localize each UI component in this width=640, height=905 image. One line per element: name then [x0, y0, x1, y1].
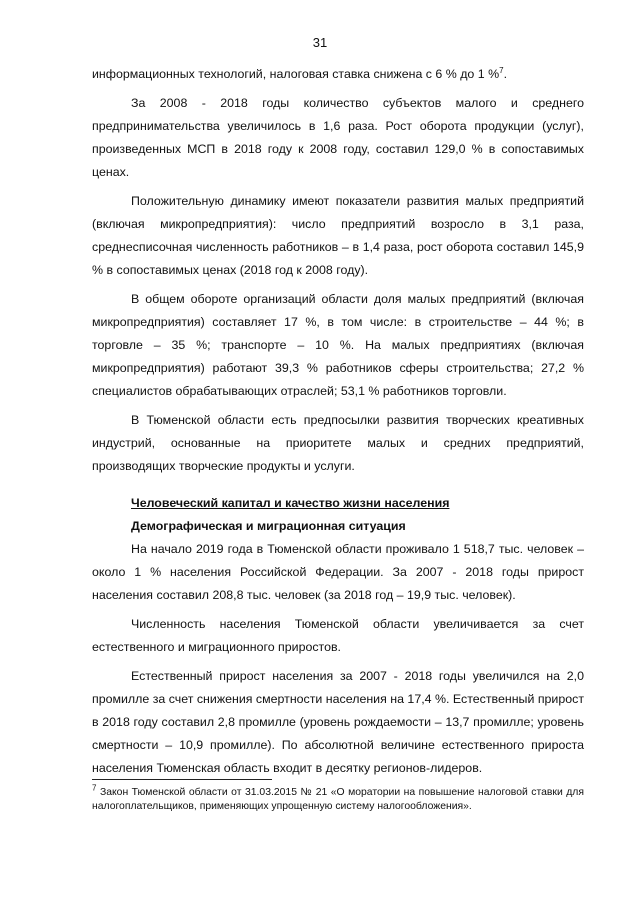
paragraph-population-growth-sources: Численность населения Тюменской области увеличивается за счет естественного и миграционного приростов.	[92, 617, 584, 654]
subsection-heading: Демографическая и миграционная ситуация	[131, 519, 406, 533]
page-number: 31	[312, 35, 328, 50]
footnote-text: Закон Тюменской области от 31.03.2015 № 21 «О моратории на повышение налоговой ставки для налогоплательщиков, применяющих упрощенную систему налогообложения».	[92, 787, 584, 812]
footnote-separator	[92, 779, 272, 780]
paragraph-small-business-dynamics: Положительную динамику имеют показатели развития малых предприятий (включая микропредприятия): число предприятий возросло в 3,1 раза, среднесписочная численность работников – в 1,4 раза, рост оборота составил 145,9 % в сопоставимых ценах (2018 год к 2008 году).	[92, 194, 584, 277]
paragraph-continuation	[92, 63, 584, 86]
paragraph-population: На начало 2019 года в Тюменской области проживало 1 518,7 тыс. человек – около 1 % населения Российской Федерации. За 2007 - 2018 годы прирост населения составил 208,8 тыс. человек (за 2018 год – 19,9 тыс. человек).	[92, 542, 584, 602]
paragraph-text: информационных технологий, налоговая ставка снижена с 6 % до 1 %	[92, 67, 500, 81]
footnote	[92, 783, 584, 814]
paragraph-text-end: .	[503, 67, 508, 81]
paragraph-creative-industries: В Тюменской области есть предпосылки развития творческих креативных индустрий, основанные на приоритете малых и средних предприятий, производящих творческие продукты и услуги.	[92, 413, 584, 473]
page-body	[92, 63, 584, 780]
paragraph-natural-increase: Естественный прирост населения за 2007 - 2018 годы увеличился на 2,0 промилле за счет снижения смертности населения на 17,4 %. Естественный прирост в 2018 году составил 2,8 промилле (уровень рождаемости – 13,7 промилле; уровень смертности – 10,9 промилле). По абсолютной величине естественного прироста населения Тюменская область входит в десятку регионов-лидеров.	[92, 669, 584, 775]
paragraph-sme-growth: За 2008 - 2018 годы количество субъектов малого и среднего предпринимательства увеличилось в 1,6 раза. Рост оборота продукции (услуг), произведенных МСП в 2018 году к 2008 году, составил 129,0 % в сопоставимых ценах.	[92, 96, 584, 179]
paragraph-turnover-share: В общем обороте организаций области доля малых предприятий (включая микропредприятия) составляет 17 %, в том числе: в строительстве – 44 %; в торговле – 35 %; транспорте – 10 %. На малых предприятиях (включая микропредприятия) работают 39,3 % работников сферы строительства; 27,2 % специалистов обрабатывающих отраслей; 53,1 % работников торговли.	[92, 292, 584, 398]
footnote-mark: 7	[92, 783, 97, 793]
section-heading: Человеческий капитал и качество жизни населения	[131, 496, 450, 510]
footnote-reference: 7	[499, 65, 504, 75]
